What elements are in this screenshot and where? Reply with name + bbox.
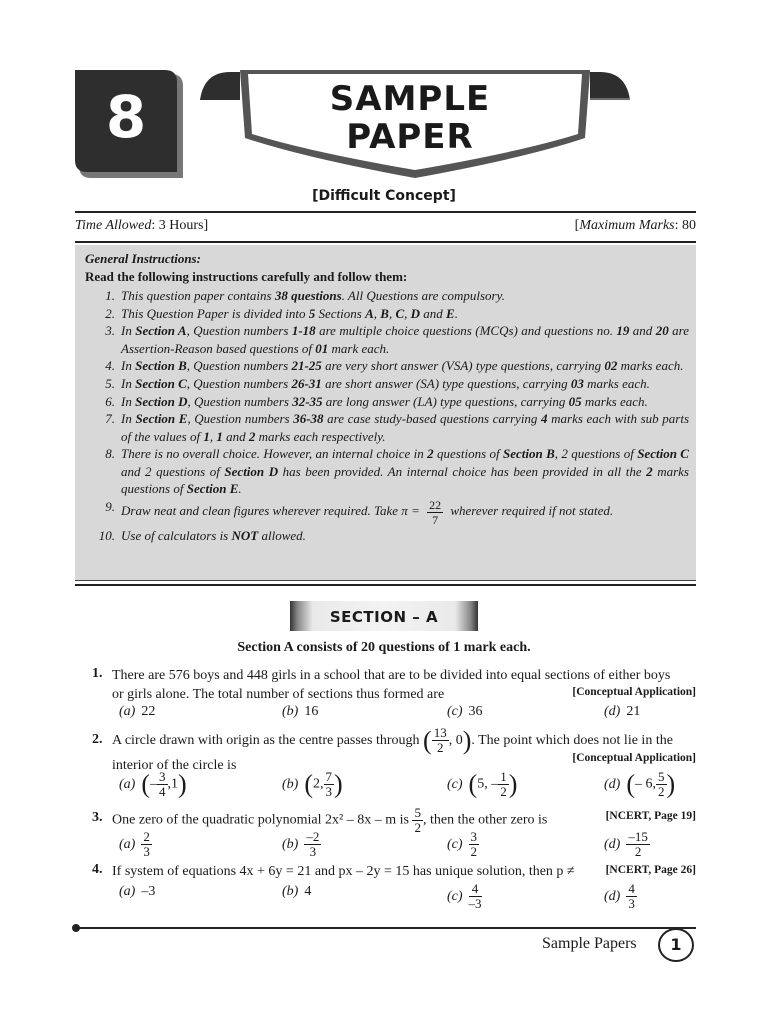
option-b[interactable]: (b) 4 [282,884,312,899]
title-line-2: PAPER [346,117,474,157]
subtitle: [Difficult Concept] [312,188,456,204]
option-c[interactable]: (c) $\frac{4}{-3}$ [447,881,482,911]
question-1: 1. There are 576 boys and 448 girls in a school that are to be divided into equal sections of either boys or girls alone. The total number of sections thus formed are [Conceptual Application] (a) 22 (b) 16 (c) 36 (d) 21 [92,666,696,719]
instruction-item: 6. In Section D, Question numbers 32-35 are long answer (LA) type questions, carrying 05 marks each. [105,393,648,409]
option-c[interactable]: (c) $\frac{3}{2}$ [447,829,478,859]
option-b[interactable]: (b) $\frac{-2}{3}$ [282,829,320,859]
question-text: interior of the circle is [112,758,237,773]
option-a[interactable]: (a) $\frac{2}{3}$ [119,829,150,859]
instruction-item: 4. In Section B, Question numbers 21-25 are very short answer (VSA) type questions, carrying 02 marks each. [105,358,684,374]
instruction-text: In Section B, Question numbers 21-25 are very short answer (VSA) type questions, carrying 02 marks each. [121,358,684,374]
section-description: Section A consists of 20 questions of 1 mark each. [237,640,531,655]
option-a[interactable]: (a) 22 [119,704,156,719]
option-a[interactable]: (a) (– $\frac{3}{4}$ ,1) [119,769,187,799]
question-text: or girls alone. The total number of sections thus formed are [112,687,445,702]
question-3: 3. One zero of the quadratic polynomial 2x² – 8x – m is $\frac{5}{2}$ , then the other zero is [NCERT, Page 19] (a) $\frac{2}{3}$ (b) $\frac{-2}{3}$ (c) $\frac{3}{2}$ (d) $\frac{-15}{2}$ [92,805,696,859]
instructions-bottom-rule [75,584,696,586]
option-d[interactable]: (d) 21 [604,704,641,719]
question-text: A circle drawn with origin as the centre passes through ( $\frac{13}{2}$ , 0). The point which does not lie in the [112,725,673,756]
question-tag: [NCERT, Page 26] [605,864,696,876]
instruction-item: 10. Use of calculators is NOT allowed. [98,528,306,544]
question-text: There are 576 boys and 448 girls in a school that are to be divided into equal sections of either boys [112,668,671,683]
instruction-text: In Section E, Question numbers 36-38 are case study-based questions carrying 4 marks each with sub parts of the values of 1, 1 and 2 marks each respectively. [121,411,689,444]
instructions-title: General Instructions: [85,251,201,266]
instruction-item: 5. In Section C, Question numbers 26-31 are short answer (SA) type questions, carrying 03 marks each. [105,376,650,392]
question-2: 2. A circle drawn with origin as the centre passes through ( $\frac{13}{2}$ , 0). The point which does not lie in the interior of the circle is [Conceptual Application] (a) (– $\frac{3}{4}$ ,1) (b) (2, $\frac{7}{3}$ ) (c) (5, – $\frac{1}{2}$ ) (d) (– 6, $\frac{5}{2}$ ) [92,725,696,799]
title-line-1: SAMPLE [329,79,491,119]
question-text: One zero of the quadratic polynomial 2x² – 8x – m is $\frac{5}{2}$ , then the other zero is [112,805,548,835]
section-header [290,601,478,631]
instructions-lead: Read the following instructions carefully and follow them: [85,269,408,284]
instruction-text: This question paper contains 38 questions. All Questions are compulsory. [121,288,505,303]
section-label: SECTION – A [329,608,439,626]
question-4: 4. If system of equations 4x + 6y = 21 and px – 2y = 15 has unique solution, then p ≠ [NCERT, Page 26] (a) –3 (b) 4 (c) $\frac{4}{-3}$ (d) $\frac{4}{3}$ [92,862,696,911]
instruction-text: In Section A, Question numbers 1-18 are multiple choice questions (MCQs) and questions no. 19 and 20 are Assertion-Reason based questions of 01 mark each. [121,323,689,356]
instruction-text: Use of calculators is NOT allowed. [121,528,306,544]
option-a[interactable]: (a) –3 [119,884,156,899]
footer-rule [76,927,696,929]
question-tag: [NCERT, Page 19] [605,810,696,822]
instruction-text: Draw neat and clean figures wherever required. Take π = $\frac{22}{7}$ wherever required if not stated. [121,497,614,527]
option-b[interactable]: (b) 16 [282,704,319,719]
meta-rule [75,241,696,243]
instruction-item: 2. This Question Paper is divided into 5 Sections A, B, C, D and E. [105,305,458,321]
question-text: If system of equations 4x + 6y = 21 and px – 2y = 15 has unique solution, then p ≠ [112,864,575,879]
instruction-item: 9. Draw neat and clean figures wherever required. Take π = $\frac{22}{7}$ wherever required if not stated. [105,497,614,527]
instruction-text: In Section C, Question numbers 26-31 are short answer (SA) type questions, carrying 03 marks each. [121,376,650,392]
time-allowed: Time Allowed: 3 Hours] [75,218,209,233]
instruction-item: 1. This question paper contains 38 questions. All Questions are compulsory. [105,288,505,303]
instruction-item: 7. In Section E, Question numbers 36-38 are case study-based questions carrying 4 marks each with sub parts of the values of 1, 1 and 2 marks each respectively. [105,411,689,444]
instructions-list [85,287,689,545]
option-c[interactable]: (c) (5, – $\frac{1}{2}$ ) [447,769,518,799]
option-d[interactable]: (d) $\frac{4}{3}$ [604,881,635,911]
option-d[interactable]: (d) $\frac{-15}{2}$ [604,829,648,859]
question-tag: [Conceptual Application] [572,686,696,698]
instruction-text: In Section D, Question numbers 32-35 are long answer (LA) type questions, carrying 05 marks each. [121,393,648,409]
option-d[interactable]: (d) (– 6, $\frac{5}{2}$ ) [604,769,676,799]
top-rule [75,211,696,213]
instruction-item: 3. In Section A, Question numbers 1-18 are multiple choice questions (MCQs) and questions no. 19 and 20 are Assertion-Reason based questions of 01 mark each. [105,323,689,356]
instruction-text: There is no overall choice. However, an internal choice in 2 questions of Section B, 2 questions of Section C and 2 questions of Section D has been provided. An internal choice has been provided in all the 2 marks questions of Section E. [121,446,689,496]
paper-number: 8 [105,83,147,151]
page-number: 1 [658,928,694,962]
general-instructions [75,245,696,581]
option-c[interactable]: (c) 36 [447,704,483,719]
instruction-item: 8. There is no overall choice. However, an internal choice in 2 questions of Section B, 2 questions of Section C and 2 questions of Section D has been provided. An internal choice has been provided in all the 2 marks questions of Section E. [105,446,689,496]
option-b[interactable]: (b) (2, $\frac{7}{3}$ ) [282,769,343,799]
maximum-marks: [Maximum Marks: 80 [574,218,696,233]
question-tag: [Conceptual Application] [572,752,696,764]
instruction-text: This Question Paper is divided into 5 Sections A, B, C, D and E. [121,305,458,321]
footer-label: Sample Papers [542,935,637,952]
